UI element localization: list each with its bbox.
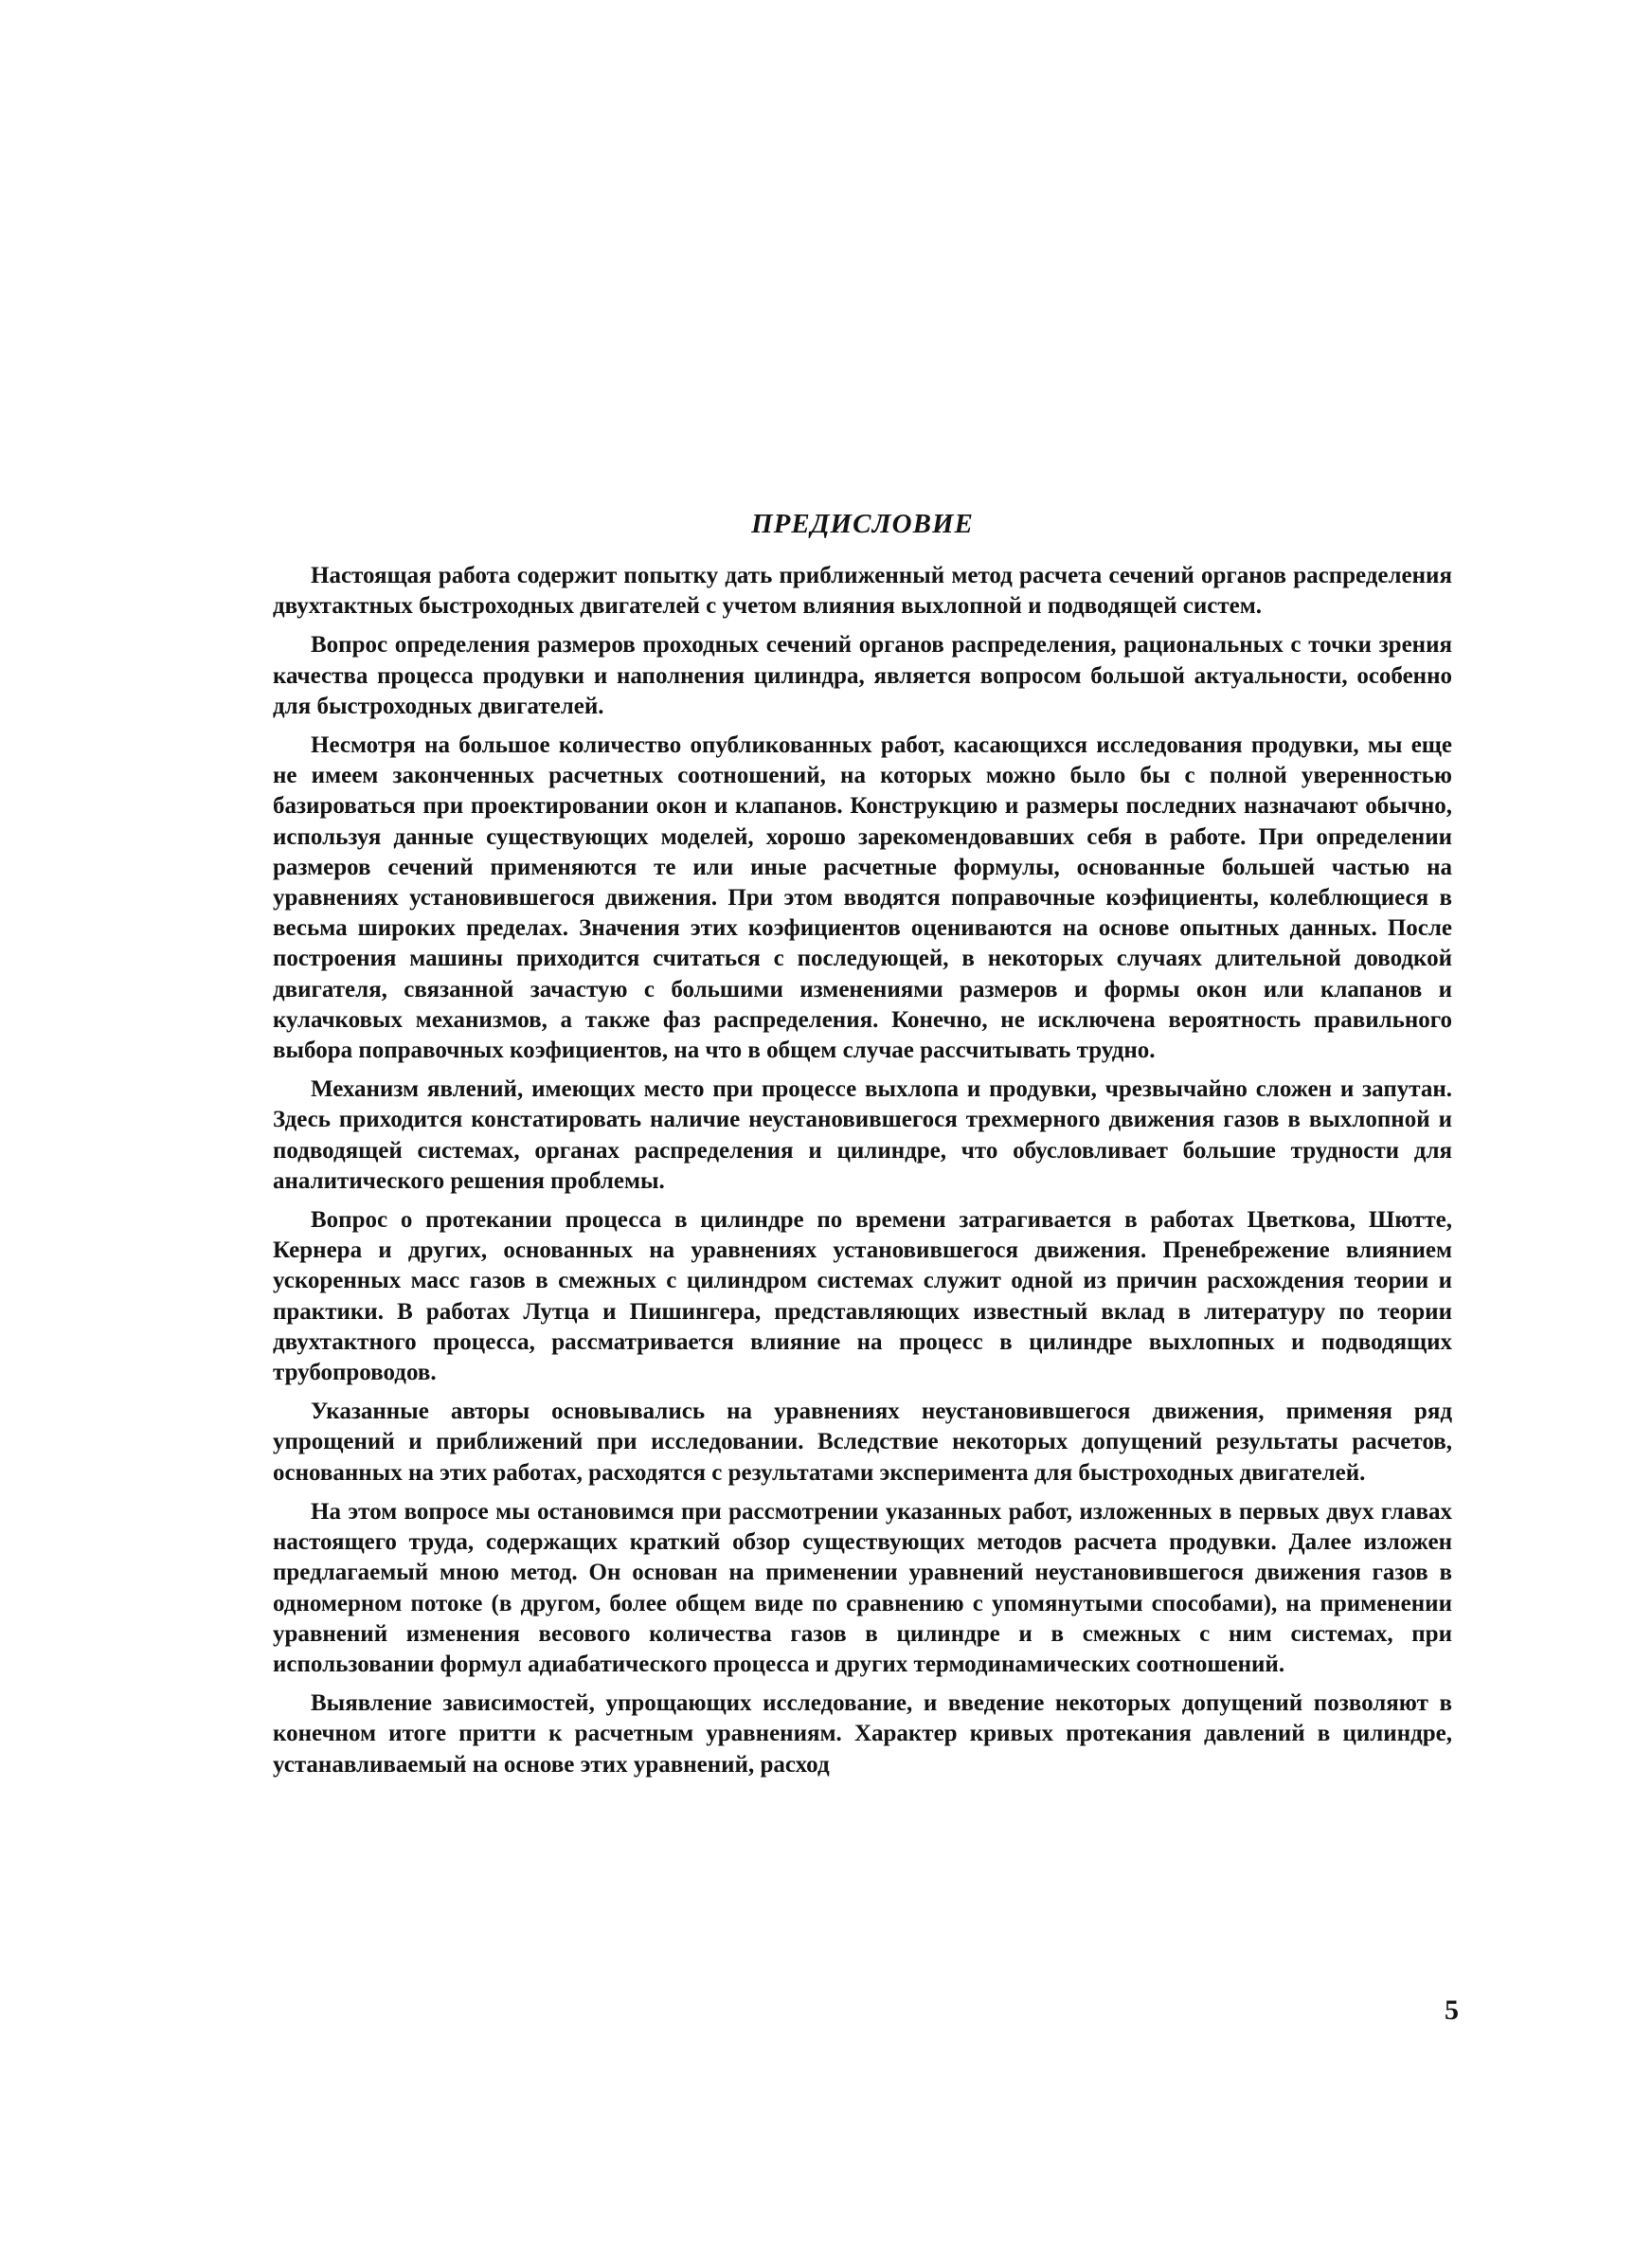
paragraph-6: Указанные авторы основывались на уравнениях неустановившегося движения, применяя ряд упрощений и приближений при исследовании. Вследствие некоторых допущений результаты расчетов, основанных на этих работах, расходятся с результатами эксперимента для быстроходных двигателей. bbox=[273, 1399, 1452, 1486]
paragraph-4: Механизм явлений, имеющих место при процессе выхлопа и продувки, чрезвычайно сложен и запутан. Здесь приходится констатировать наличие неустановившегося трехмерного движения газов в выхлопной и подводящей системах, органах распределения и цилиндре, что обусловливает большие трудности для аналитического решения проблемы. bbox=[273, 1076, 1452, 1194]
paragraph-5: Вопрос о протекании процесса в цилиндре по времени затрагивается в работах Цветкова, Шютте, Кернера и других, основанных на уравнениях установившегося движения. Пренебрежение влиянием ускоренных масс газов в смежных с цилиндром системах служит одной из причин расхождения теории и практики. В работах Лутца и Пишингера, представляющих известный вклад в литературу по теории двухтактного процесса, рассматривается влияние на процесс в цилиндре выхлопных и подводящих трубопроводов. bbox=[273, 1207, 1452, 1386]
paragraph-1: Настоящая работа содержит попытку дать приближенный метод расчета сечений органов распределения двухтактных быстроходных двигателей с учетом влияния выхлопной и подводящей систем. bbox=[273, 563, 1452, 620]
paragraph-2: Вопрос определения размеров проходных сечений органов распределения, рациональных с точки зрения качества процесса продувки и наполнения цилиндра, является вопросом большой актуальности, особенно для быстроходных двигателей. bbox=[273, 632, 1452, 719]
paragraph-7: На этом вопросе мы остановимся при рассмотрении указанных работ, изложенных в первых двух главах настоящего труда, содержащих краткий обзор существующих методов расчета продувки. Далее изложен предлагаемый мною метод. Он основан на применении уравнений неустановившегося движения газов в одномерном потоке (в другом, более общем виде по сравнению с упомянутыми способами), на применении уравнений изменения весового количества газов в цилиндре и в смежных с ним системах, при использовании формул адиабатического процесса и других термодинамических соотношений. bbox=[273, 1498, 1452, 1677]
page-number: 5 bbox=[1445, 1995, 1459, 2026]
paragraph-8: Выявление зависимостей, упрощающих исследование, и введение некоторых допущений позволяют в конечном итоге притти к расчетным уравнениям. Характер кривых протекания давлений в цилиндре, устанавливаемый на основе этих уравнений, расход bbox=[273, 1690, 1452, 1778]
paragraph-3: Несмотря на большое количество опубликованных работ, касающихся исследования продувки, мы еще не имеем законченных расчетных соотношений, на которых можно было бы с полной уверенностью базироваться при проектировании окон и клапанов. Конструкцию и размеры последних назначают обычно, используя данные существующих моделей, хорошо зарекомендовавших себя в работе. При определении размеров сечений применяются те или иные расчетные формулы, основанные большей частью на уравнениях установившегося движения. При этом вводятся поправочные коэфициенты, колеблющиеся в весьма широких пределах. Значения этих коэфициентов оцениваются на основе опытных данных. После построения машины приходится считаться с последующей, в некоторых случаях длительной доводкой двигателя, связанной зачастую с большими изменениями размеров и формы окон или клапанов и кулачковых механизмов, а также фаз распределения. Конечно, не исключена вероятность правильного выбора поправочных коэфициентов, на что в общем случае рассчитывать трудно. bbox=[273, 732, 1452, 1064]
page-title: ПРЕДИСЛОВИЕ bbox=[751, 509, 974, 539]
text-body bbox=[273, 508, 1452, 1789]
